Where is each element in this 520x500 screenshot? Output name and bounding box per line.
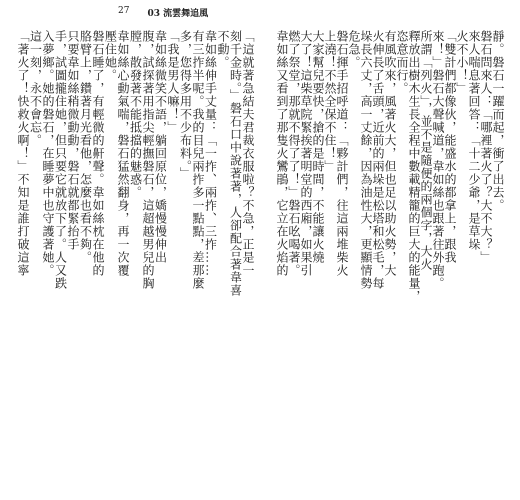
text-column: 只要韋如絲稍微動動，磐石就都緊抬手 xyxy=(66,30,80,251)
text-column: 韋如絲微笑不語，躺回原位，嬌慢慢伸出 xyxy=(153,30,168,264)
text-column: 有風吹來，風著火大，但也足以助火勢，大 xyxy=(383,30,397,277)
text-column: 磐石問來人：「哪裡著火了？大不大？」 xyxy=(479,30,493,264)
text-column: 火不小！」 xyxy=(455,30,469,95)
chapter-title: 03 流雲舞追風 xyxy=(147,9,209,19)
text-column: 有三拃半呢。我的目兒兩拃多一點點，差那麼 xyxy=(191,30,205,290)
text-column: 腹，試探著用指尖輕撫磐石，這超越男兒的胸 xyxy=(141,30,155,290)
text-column: 膛，散發著不能抵擋的魅惑。 xyxy=(128,30,143,199)
running-header xyxy=(118,6,208,19)
text-column: 所謂「列火」，並不是隨便的兩個字，大火 xyxy=(419,30,433,271)
text-column: 上澆！不然全保不住！」 xyxy=(323,30,337,173)
text-column: 這一刻，永不會忘。 xyxy=(28,30,43,147)
text-column: 「我是男人嘛！」 xyxy=(166,30,180,134)
text-column: 「雙計們都像伙，能盛水的都拿上，跟我 xyxy=(443,30,457,264)
text-column: 壓住她。 xyxy=(103,30,118,82)
text-column: 大了！這柴草院緊挨著明堂的西廂，如果引 xyxy=(299,30,313,277)
text-column: 火伸長了舌頭，近前的兩垛是松塔和松毛，每 xyxy=(371,30,385,290)
text-column: 「這就著急結夫君裁衣服啦？不急，正是一 xyxy=(241,30,255,277)
text-column: 入夢鄉。她的磐石，在睡夢中也守護著她。 xyxy=(41,30,55,277)
page-number: 27 xyxy=(118,6,130,16)
text-column: 危急。 xyxy=(347,30,361,69)
text-column: 手，試圖攏住她，但只要它就放下了。人又跌 xyxy=(53,30,68,290)
text-column: 韋如絲伸手丈量：「一拃、兩拃、三拃…… xyxy=(203,30,218,277)
text-column: 垛長六丈，高一丈餘，因為油性大，更顯情勢 xyxy=(359,30,373,290)
text-column: 恣意而行。 xyxy=(395,30,409,95)
text-column: 磐石睡了，有輕微的鼾聲。韋如絲枕在他的 xyxy=(91,30,105,277)
text-column: 「著火了！快救火啊！」不知是誰打破這寧 xyxy=(16,30,30,277)
text-column: 韋如絲又看到了那隻火鸞鵑，它立在火焰的 xyxy=(275,30,289,277)
text-column: 磐石揮手招呼道：「夥計們，往這兩堆柴火 xyxy=(335,30,349,277)
text-column: 大家幫兒要快，搶的是時間，不能讓火燒 xyxy=(311,30,325,264)
text-column: 胳臂上，鑽著月光看他，怎麼也看不夠。 xyxy=(78,30,93,264)
text-column: 靜。磐石一躍而起，衝了出去。 xyxy=(491,30,505,212)
text-column: 燃了祭堂，那就不得了了！」磐石吆喝著。 xyxy=(287,30,301,277)
text-column: 韋如絲心動氣喘，磐石猛然翻身，再一次覆 xyxy=(116,30,130,277)
text-column: 來人喘息著回答：「十二少爺，是草垛 xyxy=(467,30,481,251)
text-column: 來！」磐石大聲喊道，韋如絲也跟著往外跑。 xyxy=(431,30,445,290)
page-gutter xyxy=(264,20,265,490)
text-column: 不動。 xyxy=(216,30,230,69)
text-column: 刻千金時。」磐石口中說著著，人卻配合著韋喜 xyxy=(228,30,243,297)
text-column: 釋放出樹木生長全程中數載精籠的巨大的能量， xyxy=(407,30,421,303)
text-column: 多，您得多用不少布料。」 xyxy=(178,30,193,180)
